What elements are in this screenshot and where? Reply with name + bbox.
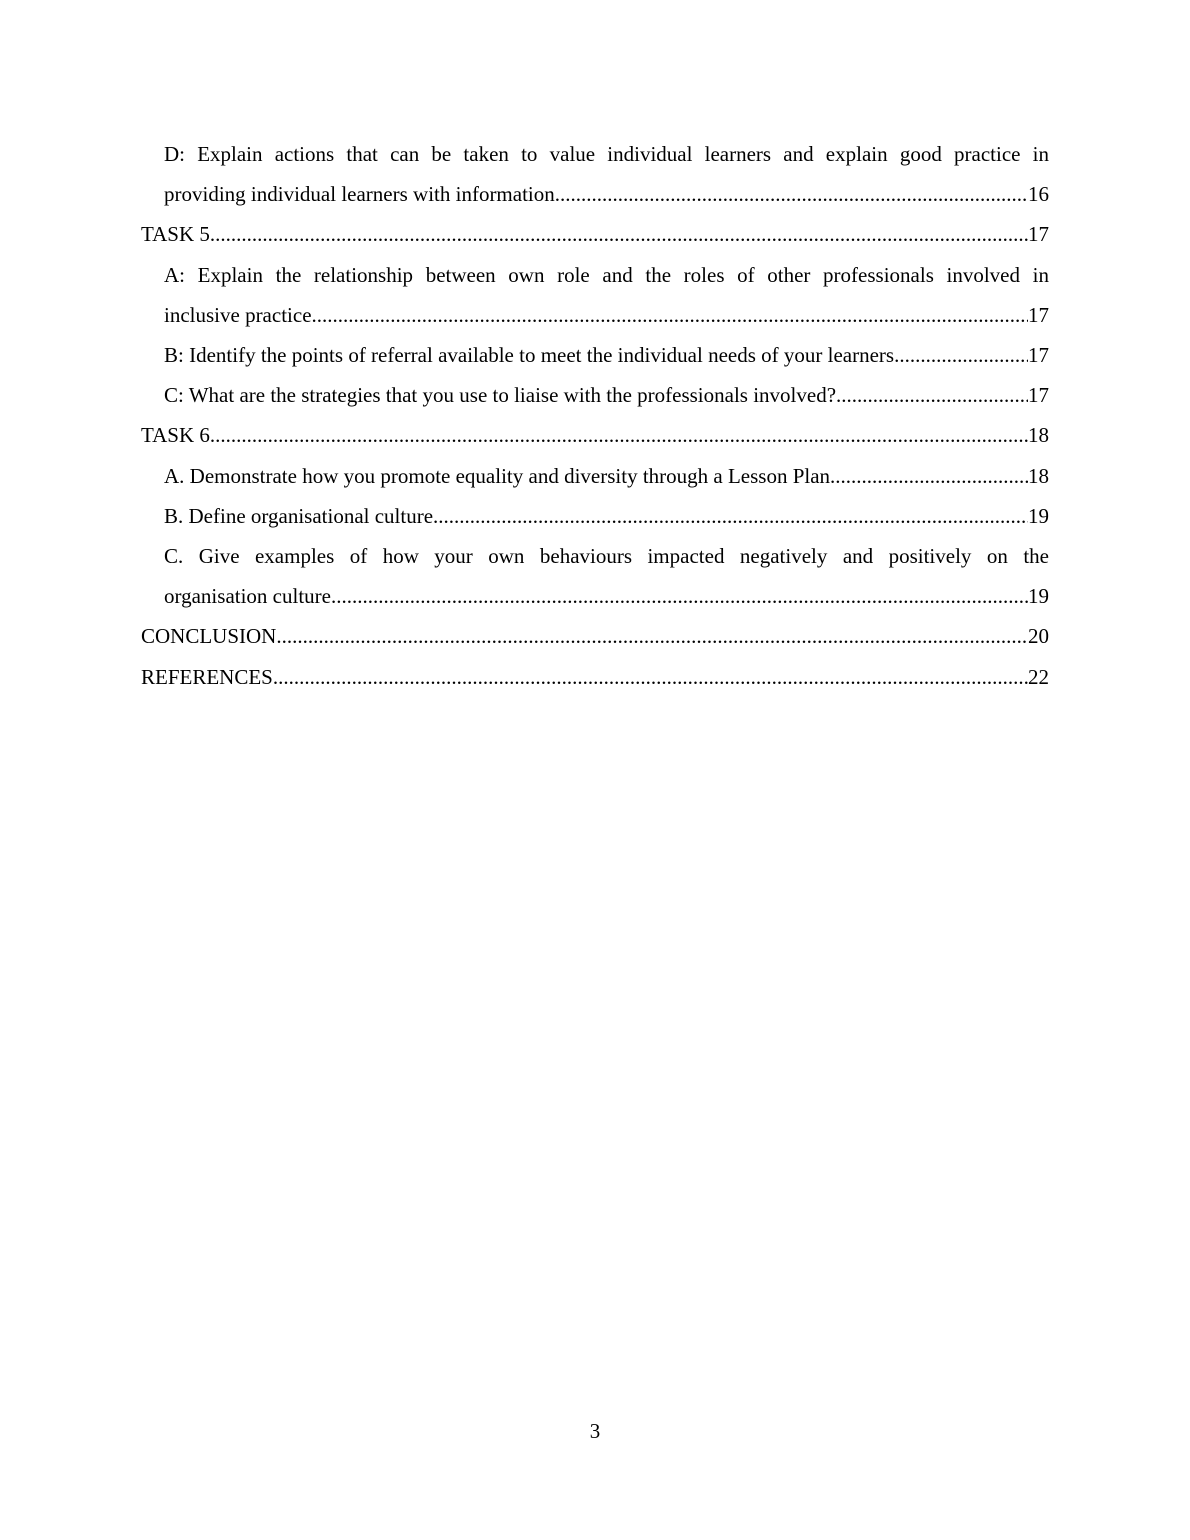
toc-page-number: 18 [1028, 463, 1049, 488]
page-number: 3 [589, 1419, 601, 1443]
toc-dot-leader [331, 576, 1028, 616]
toc-entry[interactable] [141, 616, 1049, 656]
table-of-contents [141, 134, 1049, 697]
toc-entry-title-line: C. Give examples of how your own behaviours impacted negatively and positively on the [164, 544, 1049, 569]
toc-dot-leader [899, 335, 1028, 375]
toc-dot-leader [210, 214, 1028, 254]
toc-entry[interactable] [141, 496, 1049, 536]
toc-entry[interactable] [141, 255, 1049, 335]
toc-entry-title-line: D: Explain actions that can be taken to value individual learners and explain good practice in [164, 142, 1049, 166]
toc-entry[interactable] [141, 536, 1049, 616]
toc-entry[interactable] [141, 375, 1049, 415]
toc-entry-title: organisation culture [164, 584, 331, 609]
toc-entry[interactable] [141, 214, 1049, 254]
toc-entry-title-line: A: Explain the relationship between own role and the roles of other professionals involved in [164, 262, 1049, 287]
toc-entry-title: inclusive practice [164, 302, 312, 327]
toc-entry[interactable] [141, 456, 1049, 496]
toc-entry-title: REFERENCES [141, 664, 273, 689]
toc-entry-title: B: Identify the points of referral available to meet the individual needs of your learners. [164, 343, 900, 368]
toc-dot-leader [273, 657, 1028, 697]
toc-entry-title: TASK 6 [141, 423, 210, 448]
toc-page-number: 19 [1028, 584, 1049, 609]
toc-page-number: 17 [1028, 302, 1049, 327]
toc-entry-title: CONCLUSION [141, 624, 277, 649]
toc-page-number: 17 [1028, 222, 1049, 247]
toc-entry-title: providing individual learners with information. [164, 182, 561, 207]
toc-page-number: 17 [1028, 383, 1049, 408]
toc-entry[interactable] [141, 657, 1049, 697]
toc-dot-leader [312, 295, 1028, 335]
toc-page-number: 20 [1028, 624, 1049, 649]
toc-dot-leader [560, 174, 1028, 214]
toc-entry[interactable] [141, 415, 1049, 455]
toc-entry-title: A. Demonstrate how you promote equality and diversity through a Lesson Plan [164, 463, 831, 488]
toc-page-number: 16 [1028, 182, 1049, 207]
toc-dot-leader [276, 616, 1028, 656]
toc-dot-leader [830, 456, 1028, 496]
toc-entry[interactable] [141, 134, 1049, 214]
toc-entry-title: C: What are the strategies that you use to liaise with the professionals involved? [164, 383, 837, 408]
toc-entry[interactable] [141, 335, 1049, 375]
toc-page-number: 22 [1028, 664, 1049, 689]
toc-entry-title: B. Define organisational culture [164, 503, 434, 528]
toc-entry-title: TASK 5 [141, 222, 210, 247]
toc-page-number: 19 [1028, 503, 1049, 528]
toc-dot-leader [210, 415, 1028, 455]
toc-page-number: 18 [1028, 423, 1049, 448]
toc-dot-leader [836, 375, 1028, 415]
toc-dot-leader [433, 496, 1028, 536]
toc-page-number: 17 [1028, 343, 1049, 368]
